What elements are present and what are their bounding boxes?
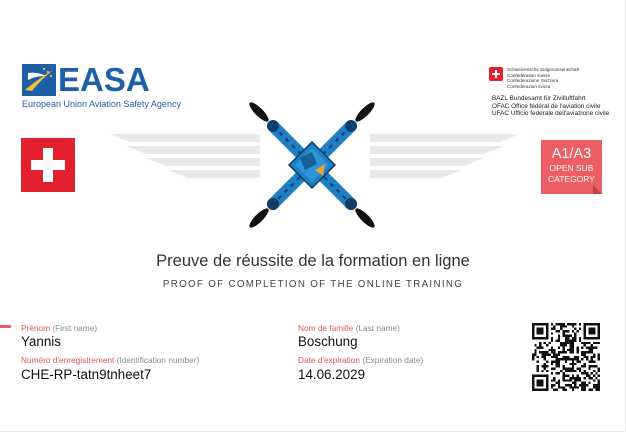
easa-wordmark: EASA xyxy=(58,61,150,98)
easa-tagline: European Union Aviation Safety Agency xyxy=(22,99,181,109)
name-fr: Confédération suisse xyxy=(507,72,551,78)
drone-icon xyxy=(245,98,379,232)
registration-label-en: (Identification number) xyxy=(116,355,200,365)
last-name-label xyxy=(298,323,400,333)
name-rm: Confederaziun svizra xyxy=(507,83,551,89)
badge-main: A1/A3 xyxy=(551,146,592,162)
first-name-label-local: Prénom xyxy=(21,323,51,333)
swiss-coat-of-arms-icon xyxy=(489,67,503,81)
name-de: Schweizerische Eidgenossenschaft xyxy=(507,67,580,72)
expiration-label xyxy=(298,355,423,365)
easa-logo-icon xyxy=(22,64,56,96)
badge-sub-2: CATEGORY xyxy=(548,174,595,184)
first-name-label-en: (First name) xyxy=(52,323,98,333)
registration-label xyxy=(21,355,199,365)
badge-fold xyxy=(593,185,602,194)
expiration-value: 14.06.2029 xyxy=(298,367,366,382)
office-de: BAZL Bundesamt für Zivilluftfahrt xyxy=(492,95,586,102)
swiss-cross-icon xyxy=(21,138,75,192)
name-it: Confederazione Svizzera xyxy=(507,78,559,84)
accent-mark xyxy=(0,325,11,328)
first-name-label xyxy=(21,323,97,333)
title-english: PROOF OF COMPLETION OF THE ONLINE TRAINING xyxy=(162,279,464,290)
last-name-label-local: Nom de famille xyxy=(298,323,354,333)
badge-sub-1: OPEN SUB xyxy=(549,163,594,173)
registration-label-local: Numéro d'enregistrement xyxy=(21,355,115,365)
title-french: Preuve de réussite de la formation en ligne xyxy=(156,252,470,270)
expiration-label-en: (Expiration date) xyxy=(362,355,424,365)
registration-value: CHE-RP-tatn9tnheet7 xyxy=(21,367,152,382)
expiration-label-local: Date d'expiration xyxy=(298,355,361,365)
category-badge xyxy=(541,140,602,194)
confederation-names xyxy=(507,67,579,89)
qr-code-icon xyxy=(532,323,600,391)
easa-logo xyxy=(22,61,181,114)
last-name-value: Boschung xyxy=(298,334,358,349)
swiss-authority xyxy=(489,67,624,127)
first-name-value: Yannis xyxy=(21,334,61,349)
aviation-office xyxy=(492,95,609,118)
last-name-label-en: (Last name) xyxy=(355,323,400,333)
office-it: UFAC Ufficio federale dell'aviazione civile xyxy=(492,110,610,118)
office-fr: OFAC Office fédéral de l'aviation civile xyxy=(492,102,601,110)
